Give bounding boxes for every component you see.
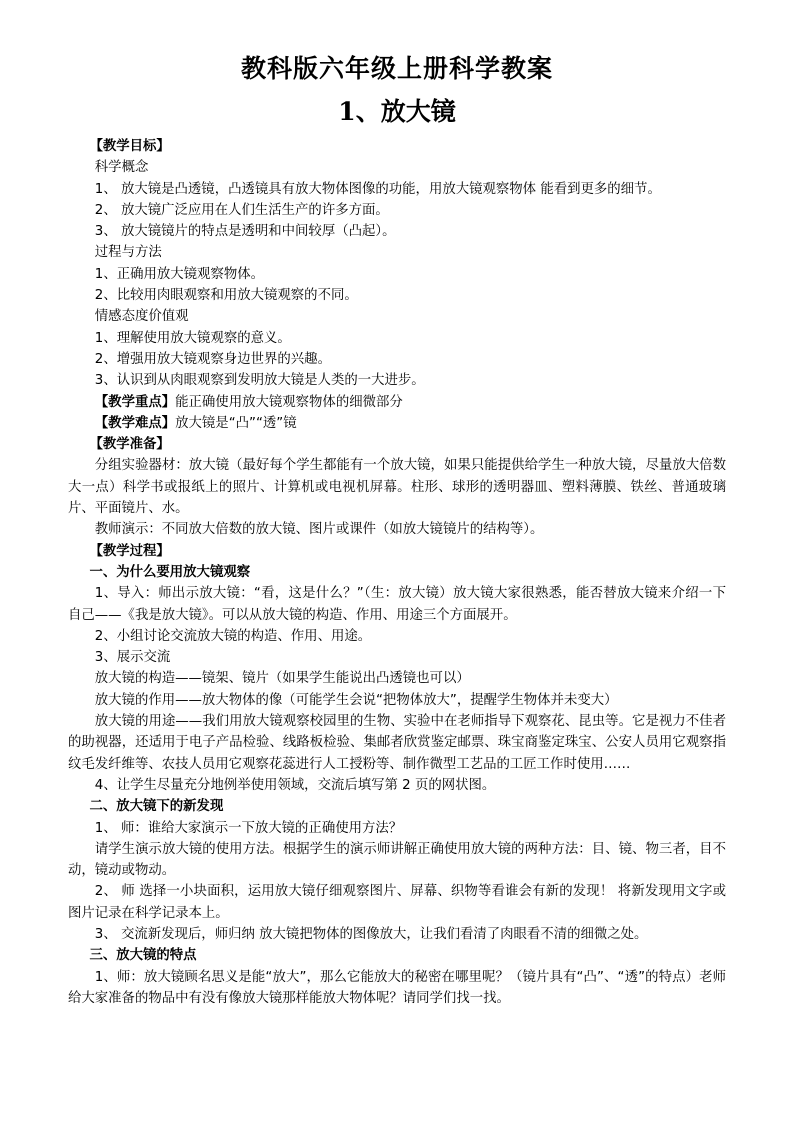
- section-3-paragraph: 1、师：放大镜顾名思义是能“放大”，那么它能放大的秘密在哪里呢？（镜片具有“凸”、“透”的特点）老师给大家准备的物品中有没有像放大镜那样能放大物体呢？请同学们找一找。: [68, 969, 726, 1006]
- section-1-paragraph: 放大镜的构造——镜架、镜片（如果学生能说出凸透镜也可以）: [94, 671, 470, 687]
- concept-item-3: 3、 放大镜镜片的特点是透明和中间较厚（凸起）。: [94, 224, 396, 240]
- concept-item-2: 2、 放大镜广泛应用在人们生活生产的许多方面。: [94, 202, 389, 218]
- emotion-item-3: 3、认识到从肉眼观察到发明放大镜是人类的一大进步。: [94, 373, 425, 389]
- section-1-title: 一、为什么要用放大镜观察: [89, 564, 251, 580]
- difficult-point: [68, 413, 726, 434]
- section-3-title: 三、放大镜的特点: [89, 948, 197, 964]
- emotion-item-1: 1、理解使用放大镜观察的意义。: [94, 330, 291, 346]
- prep-teacher-demo: 教师演示：不同放大倍数的放大镜、图片或课件（如放大镜镜片的结构等）。: [94, 522, 544, 538]
- section-2-paragraph: 2、 师 选择一小块面积，运用放大镜仔细观察图片、屏幕、织物等看谁会有新的发现！ 将新发现用文字或图片记录在科学记录本上。: [68, 884, 726, 921]
- emotion-label: 情感态度价值观: [94, 309, 189, 325]
- section-2-paragraph: 请学生演示放大镜的使用方法。根据学生的演示师讲解正确使用放大镜的两种方法：目、镜、物三者，目不动，镜动或物动。: [68, 841, 726, 879]
- document-title: 教科版六年级上册科学教案: [240, 54, 553, 83]
- process-item-1: 1、正确用放大镜观察物体。: [94, 266, 265, 282]
- section-1-paragraph: 放大镜的用途——我们用放大镜观察校园里的生物、实验中在老师指导下观察花、昆虫等。它是视力不佳者的助视器，还适用于电子产品检验、线路板检验、集邮者欣赏鉴定邮票、珠宝商鉴定珠宝、公安人员用它观察指纹毛发纤维等、农技人员用它观察花蕊进行人工授粉等、制作微型工艺品的工匠工作时使用……: [68, 714, 726, 772]
- section-1-paragraph: 2、小组讨论交流放大镜的构造、作用、用途。: [94, 628, 372, 644]
- section-1-paragraph: 4、让学生尽量充分地例举使用领域，交流后填写第 2 页的网状图。: [94, 777, 496, 793]
- process-item-2: 2、比较用肉眼观察和用放大镜观察的不同。: [94, 288, 358, 304]
- concept-label: 科学概念: [94, 160, 149, 176]
- prep-heading: 【教学准备】: [89, 437, 170, 453]
- key-point: [68, 392, 726, 413]
- prep-group-materials: 分组实验器材：放大镜（最好每个学生都能有一个放大镜，如果只能提供给学生一种放大镜，尽量放大倍数大一点）科学书或报纸上的照片、计算机或电视机屏幕。柱形、球形的透明器皿、塑料薄膜、铁丝、普通玻璃片、平面镜片、水。: [68, 458, 726, 517]
- key-heading: 【教学重点】: [94, 394, 176, 410]
- difficult-heading: 【教学难点】: [94, 415, 176, 431]
- section-1-paragraph: 1、导入：师出示放大镜：“看，这是什么？”（生：放大镜）放大镜大家很熟悉，能否替放大镜来介绍一下自己——《我是放大镜》。可以从放大镜的构造、作用、用途三个方面展开。: [68, 586, 726, 623]
- section-1-paragraph: 放大镜的作用——放大物体的像（可能学生会说“把物体放大”，提醒学生物体并未变大）: [94, 692, 618, 708]
- process-label: 过程与方法: [94, 245, 162, 261]
- section-2-paragraph: 1、 师：谁给大家演示一下放大镜的正确使用方法？: [94, 820, 403, 836]
- section-1-paragraph: 3、展示交流: [94, 650, 171, 666]
- lesson-title: 1、放大镜: [338, 97, 456, 126]
- process-heading: 【教学过程】: [89, 543, 170, 559]
- concept-item-1: 1、 放大镜是凸透镜，凸透镜具有放大物体图像的功能，用放大镜观察物体 能看到更多的细节。: [94, 181, 661, 197]
- emotion-item-2: 2、增强用放大镜观察身边世界的兴趣。: [94, 351, 331, 367]
- goals-heading: 【教学目标】: [89, 139, 170, 154]
- difficult-text: 放大镜是“凸”“透”镜: [175, 415, 297, 431]
- section-2-title: 二、放大镜下的新发现: [89, 799, 224, 815]
- key-text: 能正确使用放大镜观察物体的细微部分: [175, 394, 403, 410]
- section-2-paragraph: 3、 交流新发现后，师归纳 放大镜把物体的图像放大，让我们看清了肉眼看不清的细微之处。: [94, 926, 648, 942]
- document-body: [68, 136, 726, 1009]
